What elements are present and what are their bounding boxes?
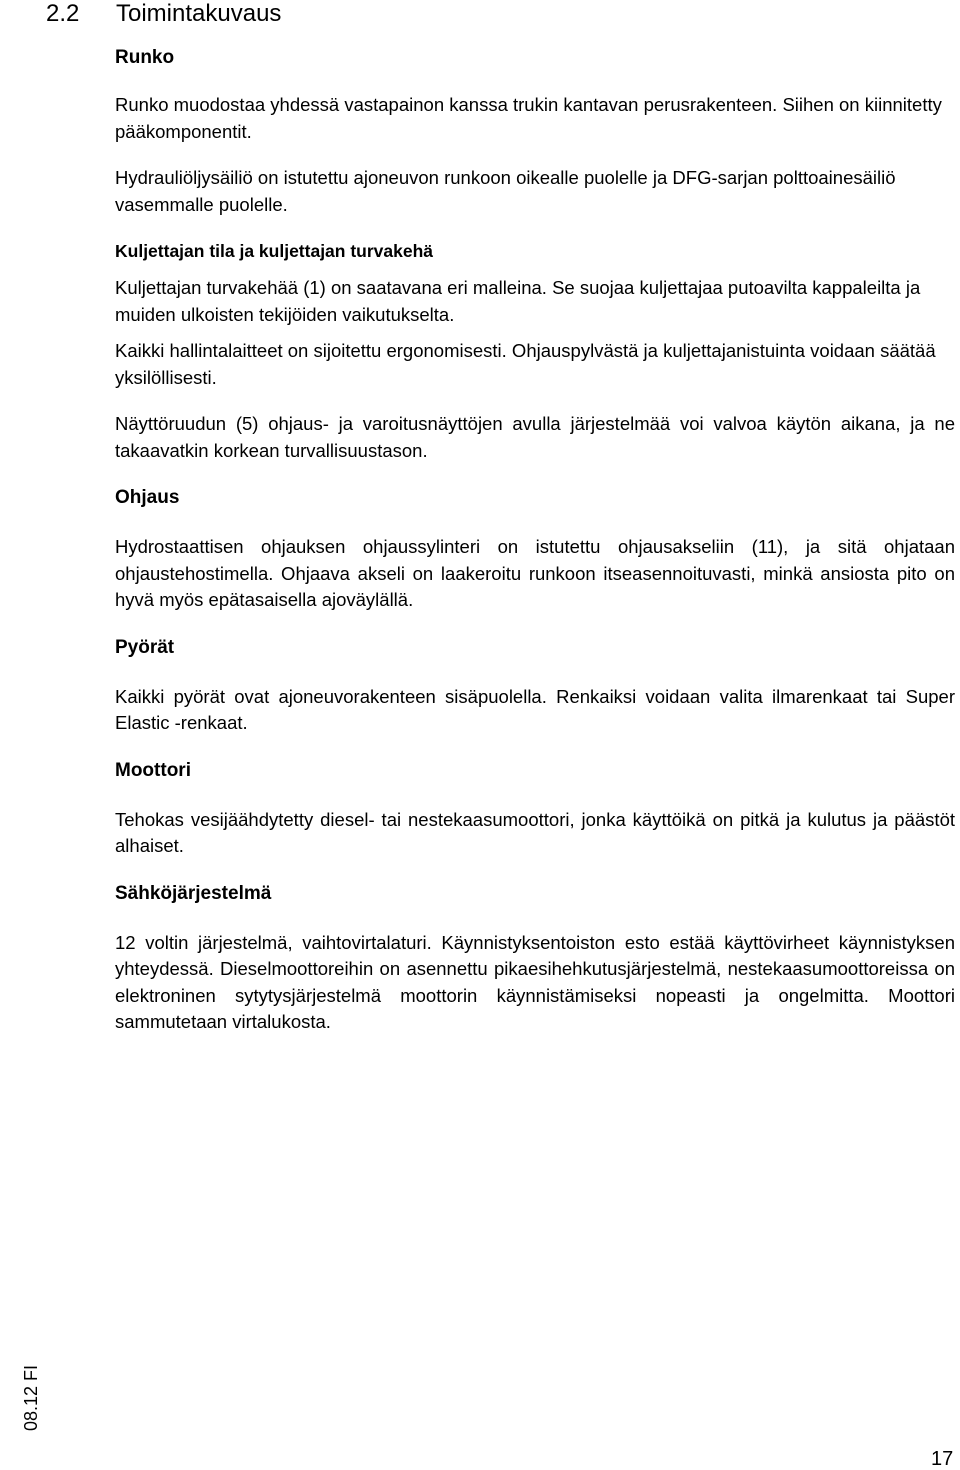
heading-moottori: Moottori [115,759,191,781]
heading-kuljettajan-tila: Kuljettajan tila ja kuljettajan turvakehä [115,241,434,261]
paragraph-sahkojarjestelma: 12 voltin järjestelmä, vaihtovirtalaturi. Käynnistyksentoiston esto estää käyttövirheet käynnistyksen yhteydessä. Dieselmoottoreihin on asennettu pikaesihehkutusjärjestelmä, nestekaasumoottoreissa on elektroninen sytytysjärjestelmä moottorin käynnistämiseksi nopeasti ja ongelmitta. Moottori sammutetaan virtalukosta. [115,931,955,1032]
heading-runko: Runko [115,47,175,68]
heading-sahkojarjestelma: Sähköjärjestelmä [115,882,272,904]
paragraph-pyorat: Kaikki pyörät ovat ajoneuvorakenteen sisäpuolella. Renkaiksi voidaan valita ilmarenkaat tai Super Elastic -renkaat. [115,685,955,733]
paragraph-kuljettaja-3: Näyttöruudun (5) ohjaus- ja varoitusnäyttöjen avulla järjestelmää voi valvoa käytön aikana, ja ne takaavatkin korkean turvallisuustason. [115,413,955,461]
paragraph-kuljettaja-1: Kuljettajan turvakehää (1) on saatavana eri malleina. Se suojaa kuljettajaa putoavilta kappaleilta ja muiden ulkoisten tekijöiden vaikutukselta. [115,277,921,325]
paragraph-runko-1: Runko muodostaa yhdessä vastapainon kanssa trukin kantavan perusrakenteen. Siihen on kiinnitetty pääkomponentit. [115,94,942,142]
page-content [115,44,955,1036]
section-number: 2.2 [46,0,80,27]
section-heading [46,0,281,28]
paragraph-runko-2: Hydrauliöljysäiliö on istutettu ajoneuvon runkoon oikealle puolelle ja DFG-sarjan polttoainesäiliö vasemmalle puolelle. [115,167,896,215]
section-title: Toimintakuvaus [116,0,282,27]
page-number: 17 [931,1448,954,1470]
heading-pyorat: Pyörät [115,636,175,658]
paragraph-moottori: Tehokas vesijäähdytetty diesel- tai nestekaasumoottori, jonka käyttöikä on pitkä ja kulutus ja päästöt alhaiset. [115,808,955,856]
paragraph-kuljettaja-2: Kaikki hallintalaitteet on sijoitettu ergonomisesti. Ohjauspylvästä ja kuljettajanistuinta voidaan säätää yksilöllisesti. [115,340,936,388]
heading-ohjaus: Ohjaus [115,487,180,508]
paragraph-ohjaus: Hydrostaattisen ohjauksen ohjaussylinteri on istutettu ohjausakseliin (11), ja sitä ohjataan ohjaustehostimella. Ohjaava akseli on laakeroitu runkoon itseasennoituvasti, minkä ansiosta pito on hyvä myös epätasaisella ajoväylällä. [115,536,955,610]
edition-date: 08.12 FI [21,1364,41,1431]
